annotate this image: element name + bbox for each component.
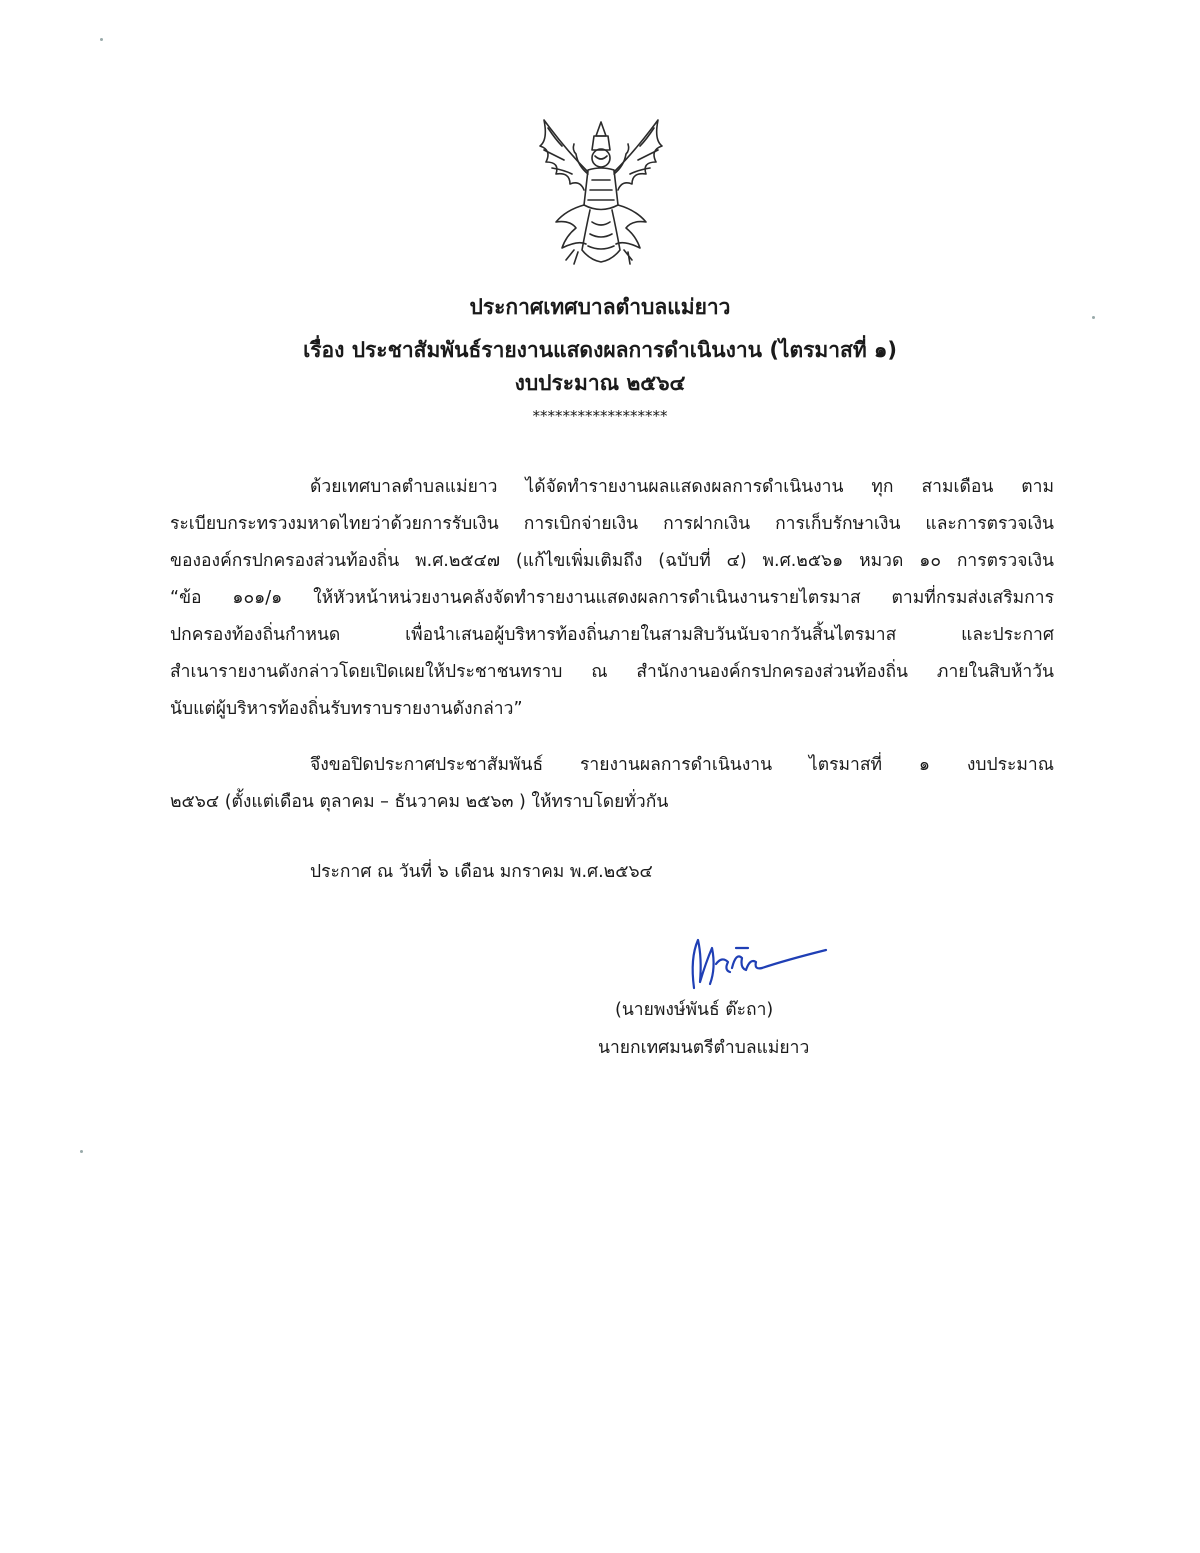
paragraph-line: สำเนารายงานดังกล่าวโดยเปิดเผยให้ประชาชนทราบ ณ สำนักงานองค์กรปกครองส่วนท้องถิ่น ภายในสิบห้าวัน	[170, 662, 1054, 682]
garuda-emblem	[526, 110, 676, 270]
paragraph-line: “ข้อ ๑๐๑/๑ ให้หัวหน้าหน่วยงานคลังจัดทำรายงานแสดงผลการดำเนินงานรายไตรมาส ตามที่กรมส่งเสริมการ	[170, 588, 1054, 608]
paragraph-line: ขององค์กรปกครองส่วนท้องถิ่น พ.ศ.๒๕๔๗ (แก้ไขเพิ่มเติมถึง (ฉบับที่ ๔) พ.ศ.๒๕๖๑ หมวด ๑๐ การตรวจเงิน	[170, 551, 1054, 571]
paragraph-line: ปกครองท้องถิ่นกำหนด เพื่อนำเสนอผู้บริหารท้องถิ่นภายในสามสิบวันนับจากวันสิ้นไตรมาส และประกาศ	[170, 625, 1054, 645]
paragraph-line: นับแต่ผู้บริหารท้องถิ่นรับทราบรายงานดังกล่าว”	[170, 699, 523, 719]
separator-line: ******************	[532, 407, 668, 425]
paragraph-line: จึงขอปิดประกาศประชาสัมพันธ์ รายงานผลการดำเนินงาน ไตรมาสที่ ๑ งบประมาณ	[310, 755, 1054, 775]
signatory-name: (นายพงษ์พันธ์ ต๊ะถา)	[615, 1000, 774, 1020]
announcement-date: ประกาศ ณ วันที่ ๖ เดือน มกราคม พ.ศ.๒๕๖๔	[310, 862, 653, 882]
issuer-heading: ประกาศเทศบาลตำบลแม่ยาว	[469, 295, 731, 319]
subject-heading: เรื่อง ประชาสัมพันธ์รายงานแสดงผลการดำเนินงาน (ไตรมาสที่ ๑)	[303, 338, 897, 362]
scan-speck	[100, 38, 103, 41]
paragraph-line: ๒๕๖๔ (ตั้งแต่เดือน ตุลาคม – ธันวาคม ๒๕๖๓ ) ให้ทราบโดยทั่วกัน	[170, 792, 669, 812]
scan-speck	[1092, 316, 1095, 319]
paragraph-line: ด้วยเทศบาลตำบลแม่ยาว ได้จัดทำรายงานผลแสดงผลการดำเนินงาน ทุก สามเดือน ตาม	[310, 477, 1054, 497]
scan-speck	[80, 1150, 83, 1153]
signatory-position: นายกเทศมนตรีตำบลแม่ยาว	[598, 1038, 810, 1058]
budget-year-heading: งบประมาณ ๒๕๖๔	[514, 371, 686, 395]
paragraph-line: ระเบียบกระทรวงมหาดไทยว่าด้วยการรับเงิน การเบิกจ่ายเงิน การฝากเงิน การเก็บรักษาเงิน และการตรวจเงิน	[170, 514, 1054, 534]
signature-image	[676, 928, 836, 998]
